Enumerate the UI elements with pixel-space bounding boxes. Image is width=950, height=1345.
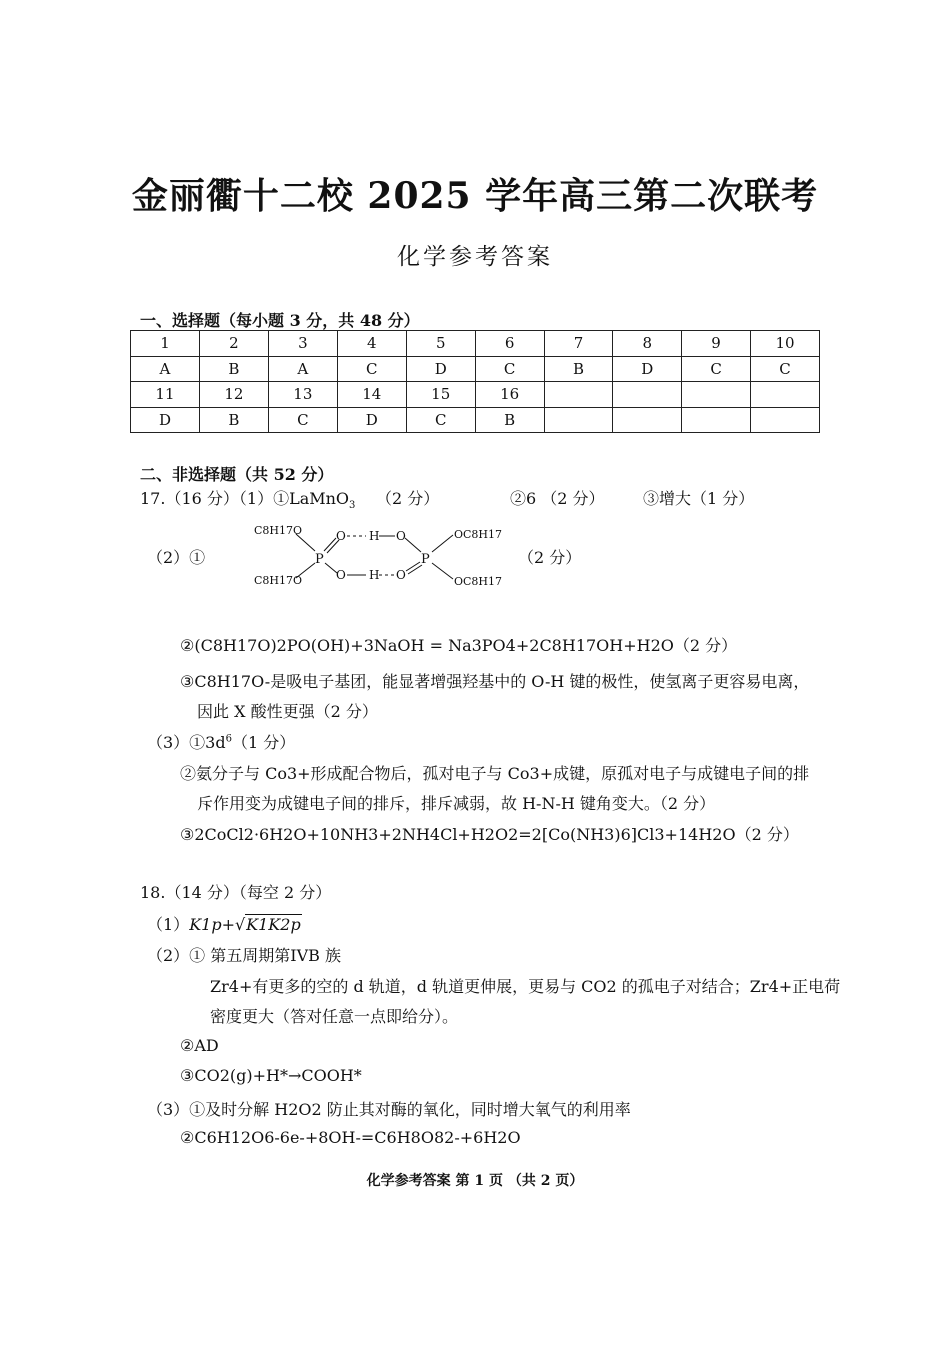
bond-line <box>296 534 315 551</box>
q17-head-sub: 3 <box>349 500 356 512</box>
q17-p3a-text: （3）①3d <box>147 733 226 752</box>
page-title: 金丽衢十二校 2025 学年高三第二次联考 <box>131 175 819 217</box>
table-cell <box>750 382 819 408</box>
q17-p3c: ③2CoCl2·6H2O+10NH3+2NH4Cl+H2O2=2[Co(NH3)6]Cl3+14H2O（2 分） <box>180 825 799 844</box>
table-cell <box>544 407 613 433</box>
struct-p-right: P <box>421 552 430 567</box>
bond-line <box>432 535 453 552</box>
table-cell: 15 <box>406 382 475 408</box>
table-row <box>131 407 820 433</box>
table-cell: A <box>131 356 200 382</box>
table-cell <box>544 382 613 408</box>
bond-line <box>408 565 422 574</box>
q17-eq2: ②(C8H17O)2PO(OH)+3NaOH = Na3PO4+2C8H17OH+H2O（2 分） <box>180 636 738 655</box>
table-cell: A <box>268 356 337 382</box>
struct-o-1: O <box>336 529 346 543</box>
q17-p3b-line1: ②氨分子与 Co3+形成配合物后，孤对电子与 Co3+成键，原孤对电子与成键电子间的排 <box>180 764 810 783</box>
bond-line <box>432 563 453 579</box>
q17-heading <box>140 486 355 511</box>
q17-head-text: 17.（16 分）（1）①LaMnO <box>140 489 350 508</box>
table-row <box>131 382 820 408</box>
q18-p1 <box>147 912 302 935</box>
table-row <box>131 331 820 357</box>
page-footer: 化学参考答案 第 1 页 （共 2 页） <box>366 1173 584 1189</box>
struct-h-1: H <box>369 529 380 543</box>
table-cell: C <box>337 356 406 382</box>
dimer-structure <box>248 518 510 592</box>
table-cell: B <box>544 356 613 382</box>
table-cell: B <box>199 407 268 433</box>
table-cell: 12 <box>199 382 268 408</box>
q18-p2a: （2）① 第五周期第IVB 族 <box>147 946 341 965</box>
q17-p2-score: （2 分） <box>518 548 582 567</box>
q17-score1: （2 分） <box>376 489 440 508</box>
table-cell: B <box>199 356 268 382</box>
table-cell: 5 <box>406 331 475 357</box>
table-cell: 16 <box>475 382 544 408</box>
table-cell: D <box>131 407 200 433</box>
section2-heading: 二、非选择题（共 52 分） <box>140 465 334 484</box>
q17-p3a-score: （1 分） <box>231 733 296 752</box>
q17-p3a-sup: 6 <box>225 733 232 745</box>
q17-p2-label: （2）① <box>147 548 206 567</box>
table-cell: C <box>682 356 751 382</box>
table-cell: 6 <box>475 331 544 357</box>
q18-p3b: ②C6H12O6-6e-+8OH-=C6H8O82-+6H2O <box>180 1128 521 1147</box>
struct-label-bl: C8H17O <box>254 574 303 587</box>
table-cell <box>613 382 682 408</box>
section1-heading: 一、选择题（每小题 3 分，共 48 分） <box>140 311 420 330</box>
q18-p2d: ③CO2(g)+H*→COOH* <box>180 1066 362 1085</box>
struct-h-2: H <box>369 568 380 582</box>
q18-p1-label: （1） <box>147 915 190 934</box>
table-cell: D <box>613 356 682 382</box>
q18-p3a: （3）①及时分解 H2O2 防止其对酶的氧化，同时增大氧气的利用率 <box>147 1100 631 1119</box>
q18-p2b-line1: Zr4+有更多的空的 d 轨道，d 轨道更伸展，更易与 CO2 的孤电子对结合；Zr4+正电荷 <box>210 977 841 996</box>
table-cell: 2 <box>199 331 268 357</box>
table-cell: 7 <box>544 331 613 357</box>
q17-eq3-line1: ③C8H17O-是吸电子基团，能显著增强羟基中的 O-H 键的极性，使氢离子更容易电离， <box>180 672 810 691</box>
struct-label-tl: C8H17O <box>254 524 303 537</box>
table-cell: C <box>406 407 475 433</box>
q17-part3: ③增大（1 分） <box>643 489 755 508</box>
table-cell <box>682 407 751 433</box>
bond-line <box>406 562 420 571</box>
q18-p2c: ②AD <box>180 1036 219 1055</box>
struct-p-left: P <box>315 552 324 567</box>
table-cell: 10 <box>750 331 819 357</box>
table-cell <box>613 407 682 433</box>
q17-p3a <box>147 730 295 753</box>
struct-label-tr: OC8H17 <box>454 528 503 541</box>
table-cell: 4 <box>337 331 406 357</box>
sqrt-icon: √ <box>234 915 246 934</box>
table-cell <box>682 382 751 408</box>
struct-o-2: O <box>336 568 346 582</box>
table-cell: 1 <box>131 331 200 357</box>
table-cell: 3 <box>268 331 337 357</box>
bond-line <box>405 538 421 552</box>
table-cell: C <box>268 407 337 433</box>
table-cell: C <box>750 356 819 382</box>
table-cell: 9 <box>682 331 751 357</box>
struct-o-3: O <box>396 529 406 543</box>
table-cell <box>750 407 819 433</box>
q18-heading: 18.（14 分）（每空 2 分） <box>140 883 332 902</box>
struct-o-4: O <box>396 568 406 582</box>
table-row <box>131 356 820 382</box>
table-cell: 13 <box>268 382 337 408</box>
q18-p1-expr-a: K1p+ <box>189 915 235 934</box>
table-cell: B <box>475 407 544 433</box>
q18-p1-expr-b: K1K2p <box>246 915 301 934</box>
table-cell: D <box>406 356 475 382</box>
struct-label-br: OC8H17 <box>454 575 503 588</box>
q17-part2: ②6 （2 分） <box>510 489 605 508</box>
table-cell: 11 <box>131 382 200 408</box>
q17-p3b-line2: 斥作用变为成键电子间的排斥，排斥减弱，故 H-N-H 键角变大。（2 分） <box>197 794 716 813</box>
table-cell: C <box>475 356 544 382</box>
table-cell: D <box>337 407 406 433</box>
bond-line <box>296 563 315 578</box>
page-subtitle: 化学参考答案 <box>397 244 553 270</box>
table-cell: 14 <box>337 382 406 408</box>
answer-table <box>130 330 820 433</box>
q17-eq3-line2: 因此 X 酸性更强（2 分） <box>197 702 378 721</box>
q18-p2b-line2: 密度更大（答对任意一点即给分）。 <box>210 1007 459 1026</box>
table-cell: 8 <box>613 331 682 357</box>
